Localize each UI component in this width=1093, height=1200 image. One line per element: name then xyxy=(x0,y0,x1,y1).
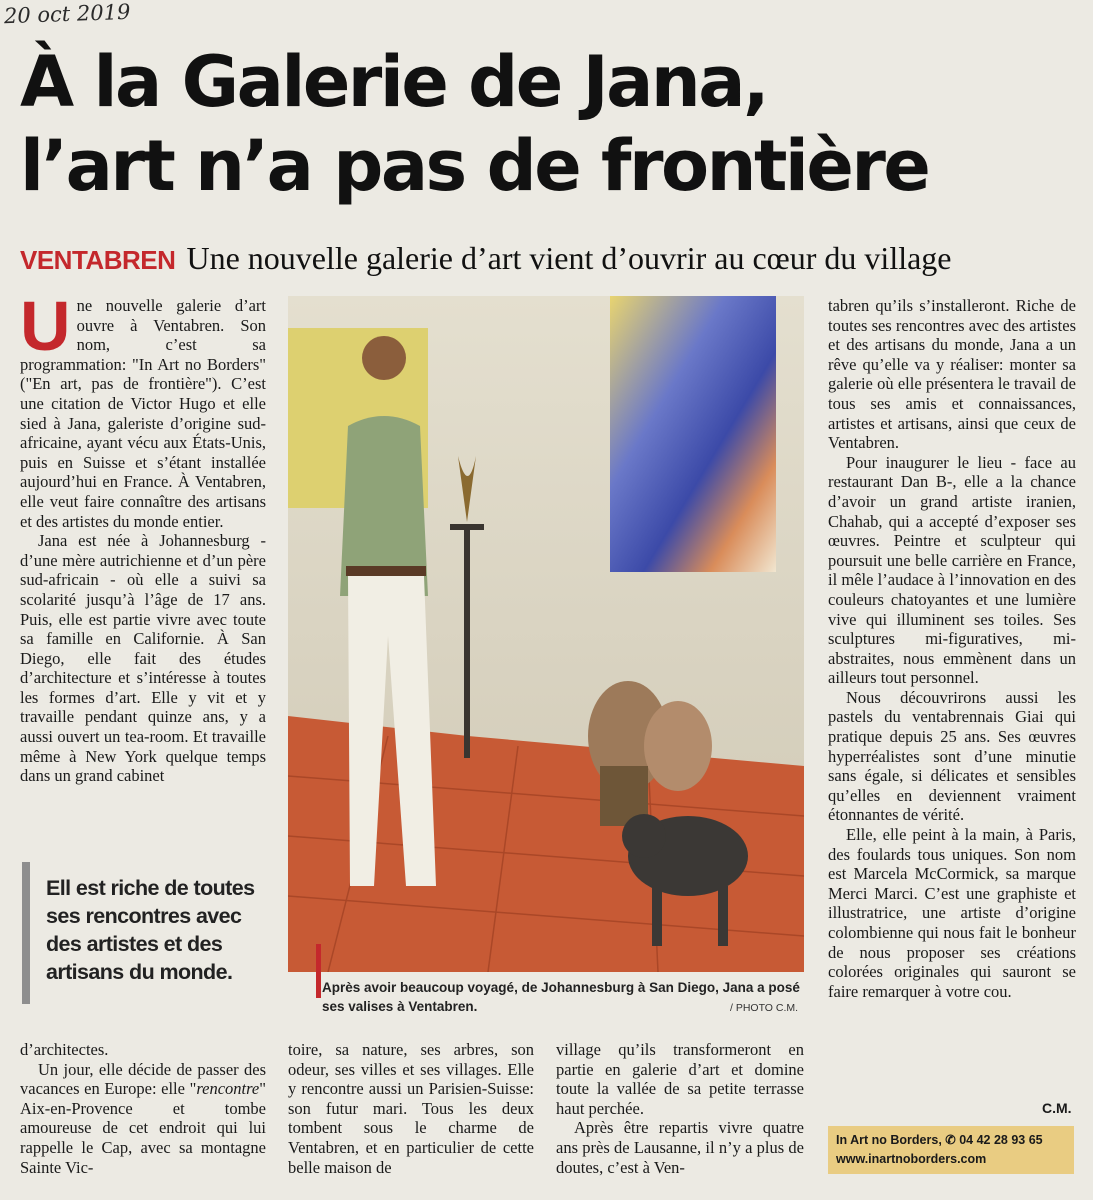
headline xyxy=(20,40,1080,208)
paragraph: Nous découvrirons aussi les pastels du ventabrennais Giai qui pratique depuis 25 ans. Ses œuvres hyperréalistes sont d’une minutie sans égale, si délicates et sensibles qu’elles en deviennent vraiment étonnantes de vérité. xyxy=(828,687,1076,825)
pull-quote: Ell est riche de toutes ses rencontres avec des artistes et des artisans du monde. xyxy=(22,862,280,1004)
paragraph: Elle, elle peint à la main, à Paris, des foulards tous uniques. Son nom est Marcela McCormick, sa marque Merci Marci. C’est une graphiste et illustratrice, une artiste d’origine colombienne qui nous fait le bonheur de nous proposer ses créations colorées originales qui sauront se faire remarquer à votre cou. xyxy=(828,825,1076,1001)
column-3-lower xyxy=(556,1040,804,1177)
gallery-website: www.inartnoborders.com xyxy=(836,1152,987,1166)
headline-line-1: À la Galerie de Jana, xyxy=(20,41,768,123)
photo-caption: Après avoir beaucoup voyagé, de Johannesburg à San Diego, Jana a posé ses valises à Ventabren. xyxy=(322,980,800,1014)
gallery-info-box xyxy=(828,1126,1074,1174)
abstract-painting xyxy=(610,296,776,572)
author-signature: C.M. xyxy=(1042,1100,1072,1116)
photo-credit: / PHOTO C.M. xyxy=(730,1002,799,1014)
caption-accent-bar xyxy=(316,944,321,998)
paragraph xyxy=(20,287,266,531)
column-4 xyxy=(828,296,1076,1001)
gallery-photo xyxy=(288,296,804,972)
column-2-lower xyxy=(288,1040,534,1177)
paragraph: toire, sa nature, ses arbres, son odeur, ses villes et ses villages. Elle y rencontre aussi un Parisien-Suisse: son futur mari. Tous les deux tombent sous le charme de Ventabren, et en particulier de cette belle maison de xyxy=(288,1040,534,1177)
paragraph: tabren qu’ils s’installeront. Riche de toutes ses rencontres avec des artistes et des artisans du monde, Jana a un rêve qu’elle va y réaliser: monter sa galerie où elle présentera le travail de tous ses amis et connaissances, artistes et artisans, ainsi que ceux de Ventabren. xyxy=(828,296,1076,453)
column-1-lower xyxy=(20,1040,266,1177)
photo-illustration xyxy=(288,296,804,972)
deck: Une nouvelle galerie d’art vient d’ouvrir au cœur du village xyxy=(186,240,952,276)
paragraph-text: Un jour, elle décide de passer des vacances en Europe: elle " xyxy=(20,1059,266,1099)
column-1-upper xyxy=(20,287,266,786)
drop-cap: U xyxy=(20,287,71,365)
location-kicker: VENTABREN xyxy=(20,245,176,275)
headline-line-2: l’art n’a pas de frontière xyxy=(20,125,929,207)
paragraph xyxy=(20,1060,266,1178)
woman-head xyxy=(362,336,406,380)
sculpture-stand xyxy=(464,528,470,758)
paragraph: Pour inaugurer le lieu - face au restaurant Dan B-, elle a la chance d’avoir un grand artiste iranien, Chahab, qui a accepté d’exposer ses œuvres. Peintre et sculpteur qui poursuit une belle carrière en France, il mêle l’audace à l’innovation en des couleurs chatoyantes et une lumière vive qui illuminent ses toiles. Ses sculptures mi-figuratives, mi-abstraites, nous emmènent dans un ailleurs tout personnel. xyxy=(828,452,1076,688)
emphasis: rencontre xyxy=(196,1079,260,1099)
paragraph: Jana est née à Johannesburg - d’une mère autrichienne et d’un père sud-africain - où elle a suivi sa scolarité jusqu’à l’âge de 17 ans. Puis, elle est partie vivre avec toute sa famille en Californie. À San Diego, elle fait des études d’architecture et s’intéresse à toutes les formes d’art. Elle y vit et y travaille pendant quinze ans, y a aussi ouvert un tea-room. Et travaille même à New York quelque temps dans un grand cabinet xyxy=(20,531,266,786)
paragraph: d’architectes. xyxy=(20,1040,109,1059)
paragraph-text: " Aix-en-Provence et tombe amoureuse de cet endroit qui lui rappelle le Cap, avec sa montagne Sainte Vic- xyxy=(20,1079,266,1177)
gallery-phone: In Art no Borders, ✆ 04 42 28 93 65 xyxy=(836,1133,1043,1147)
handwritten-date: 20 oct 2019 xyxy=(3,0,131,29)
paragraph-text: ne nouvelle galerie d’art ouvre à Ventabren. Son nom, c’est sa programmation: "In Art no Borders" ("En art, pas de frontière"). C’est une citation de Victor Hugo et elle sied à Jana, galeriste d’origine sud-africaine, ayant vécu aux États-Unis, puis en Suisse et s’étant installée aujourd’hui en France. À Ventabren, elle veut faire connaître des artisans et des artistes du monde entier. xyxy=(20,296,266,531)
paragraph: Après être repartis vivre quatre ans près de Lausanne, il n’y a plus de doutes, c’est à Ven- xyxy=(556,1118,804,1177)
belt xyxy=(346,566,426,576)
paragraph: village qu’ils transformeront en partie en galerie d’art et domine toute la vallée de sa petite terrasse haut perchée. xyxy=(556,1040,804,1118)
subheadline xyxy=(20,240,1080,277)
